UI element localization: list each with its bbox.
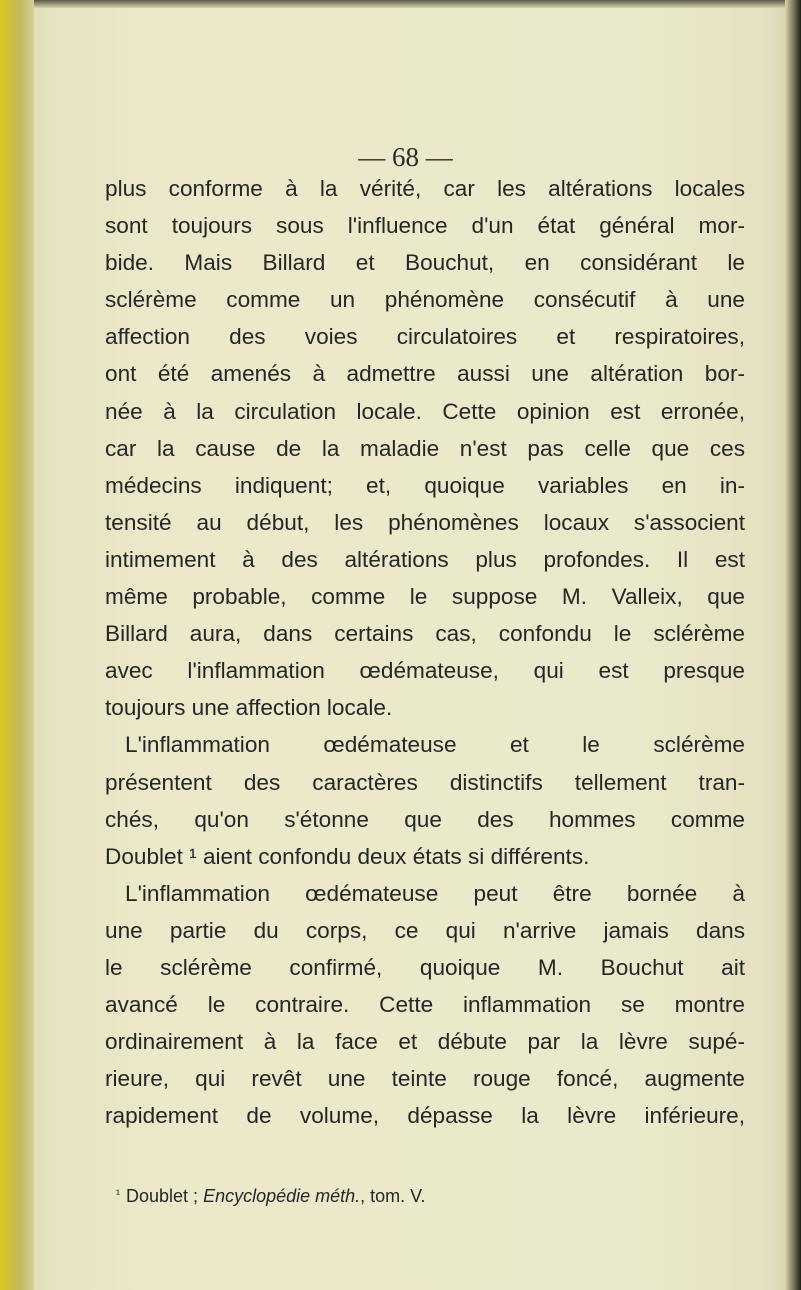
text-line: ordinairement à la face et débute par la lèvre supé- bbox=[105, 1029, 745, 1055]
text-line: Billard aura, dans certains cas, confondu le sclérème bbox=[105, 621, 745, 647]
text-line: présentent des caractères distinctifs tellement tran- bbox=[105, 769, 745, 795]
text-line: L'inflammation œdémateuse et le sclérème bbox=[125, 732, 745, 758]
text-line: ont été amenés à admettre aussi une altération bor- bbox=[105, 361, 745, 387]
footnote-title: Encyclopédie méth. bbox=[203, 1186, 361, 1206]
text-line: médecins indiquent; et, quoique variables en in- bbox=[105, 472, 745, 498]
footnote-rest: , tom. V. bbox=[360, 1186, 426, 1206]
text-line: tensité au début, les phénomènes locaux s'associent bbox=[105, 509, 745, 535]
text-line: sclérème comme un phénomène consécutif à une bbox=[105, 287, 745, 313]
page-right-edge bbox=[785, 0, 801, 1290]
page-left-edge bbox=[0, 0, 34, 1290]
page-number: — 68 — bbox=[358, 142, 453, 172]
text-line: rieure, qui revêt une teinte rouge foncé, augmente bbox=[105, 1066, 745, 1092]
text-line: L'inflammation œdémateuse peut être bornée à bbox=[125, 880, 745, 906]
footnote bbox=[116, 1186, 426, 1207]
text-line: chés, qu'on s'étonne que des hommes comme bbox=[105, 806, 745, 832]
text-line: avec l'inflammation œdémateuse, qui est presque bbox=[105, 658, 745, 684]
text-line: toujours une affection locale. bbox=[105, 695, 393, 721]
text-line: une partie du corps, ce qui n'arrive jamais dans bbox=[105, 917, 745, 943]
text-line: avancé le contraire. Cette inflammation se montre bbox=[105, 992, 745, 1018]
text-line: bide. Mais Billard et Bouchut, en considérant le bbox=[105, 250, 745, 276]
body-text bbox=[105, 170, 745, 1134]
text-line: intimement à des altérations plus profondes. Il est bbox=[105, 546, 745, 572]
text-line: Doublet ¹ aient confondu deux états si différents. bbox=[105, 843, 590, 869]
text-line: car la cause de la maladie n'est pas celle que ces bbox=[105, 435, 745, 461]
text-line: née à la circulation locale. Cette opinion est erronée, bbox=[105, 398, 745, 424]
text-line: le sclérème confirmé, quoique M. Bouchut ait bbox=[105, 954, 745, 980]
text-line: plus conforme à la vérité, car les altérations locales bbox=[105, 176, 745, 201]
text-line: même probable, comme le suppose M. Valleix, que bbox=[105, 584, 745, 610]
text-line: affection des voies circulatoires et respiratoires, bbox=[105, 324, 745, 350]
footnote-author: Doublet ; bbox=[126, 1186, 199, 1206]
text-line: rapidement de volume, dépasse la lèvre inférieure, bbox=[105, 1103, 745, 1129]
text-line: sont toujours sous l'influence d'un état général mor- bbox=[105, 213, 745, 239]
page-top-edge bbox=[0, 0, 801, 8]
footnote-marker: ¹ bbox=[116, 1187, 120, 1201]
